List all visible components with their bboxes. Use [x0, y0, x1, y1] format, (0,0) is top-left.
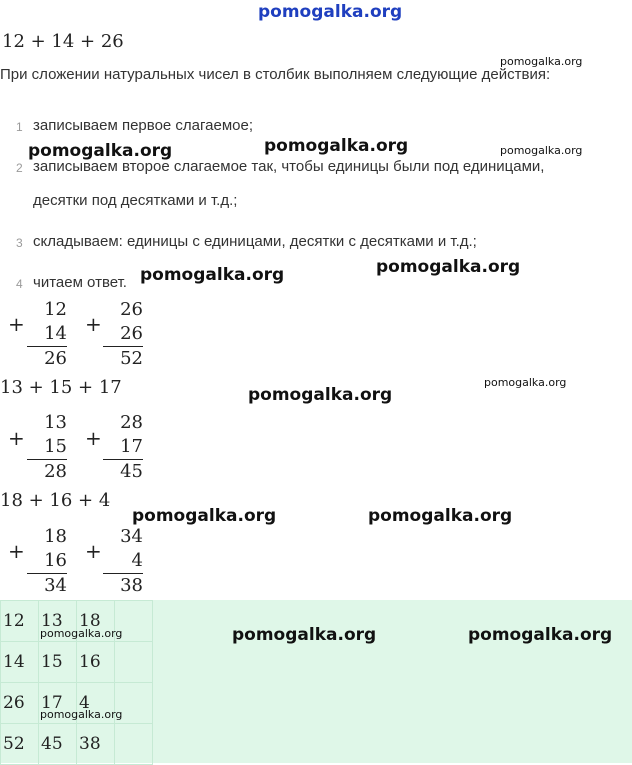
watermark: pomogalka.org [232, 625, 377, 645]
addend: 34 [120, 526, 143, 547]
watermark: pomogalka.org [248, 385, 393, 405]
addend: 16 [44, 550, 67, 571]
grid-cell: 45 [39, 724, 77, 765]
column-sum-1b [103, 298, 143, 371]
addend: 12 [44, 299, 67, 320]
sum-result: 38 [103, 573, 143, 598]
addend: 28 [120, 412, 143, 433]
step-3-number: 3 [16, 236, 23, 250]
step-2-text: записываем второе слагаемое так, чтобы единицы были под единицами, [33, 158, 545, 175]
plus-sign: + [8, 312, 25, 336]
sum-result: 26 [27, 346, 67, 371]
plus-sign: + [85, 539, 102, 563]
watermark: pomogalka.org [40, 627, 123, 640]
column-sum-3a [27, 525, 67, 598]
watermark: pomogalka.org [484, 376, 567, 389]
watermark: pomogalka.org [376, 257, 521, 277]
grid-cell: 12 [1, 601, 39, 642]
plus-sign: + [8, 539, 25, 563]
grid-cell: 14 [1, 642, 39, 683]
addend: 26 [120, 299, 143, 320]
grid-cell: 15 [39, 642, 77, 683]
expression-3: 18 + 16 + 4 [0, 490, 111, 511]
sum-result: 34 [27, 573, 67, 598]
grid-cell [115, 642, 153, 683]
sum-result: 52 [103, 346, 143, 371]
watermark: pomogalka.org [264, 136, 409, 156]
plus-sign: + [85, 312, 102, 336]
step-2-number: 2 [16, 161, 23, 175]
watermark: pomogalka.org [28, 141, 173, 161]
site-watermark-top: pomogalka.org [258, 2, 403, 22]
expression-2: 13 + 15 + 17 [0, 377, 122, 398]
step-3-text: складываем: единицы с единицами, десятки с десятками и т.д.; [33, 233, 477, 250]
step-1-number: 1 [16, 120, 23, 134]
addend: 13 [44, 412, 67, 433]
grid-cell: 18 [77, 601, 115, 642]
column-sum-2a [27, 411, 67, 484]
addend: 14 [44, 323, 67, 344]
grid-cell: 16 [77, 642, 115, 683]
grid-cell: 17 [39, 683, 77, 724]
step-1-text: записываем первое слагаемое; [33, 117, 254, 134]
addend: 17 [120, 436, 143, 457]
watermark: pomogalka.org [368, 506, 513, 526]
column-sum-1a [27, 298, 67, 371]
watermark: pomogalka.org [500, 144, 583, 157]
addend: 26 [120, 323, 143, 344]
plus-sign: + [8, 426, 25, 450]
expression-1: 12 + 14 + 26 [2, 31, 124, 52]
watermark: pomogalka.org [468, 625, 613, 645]
watermark: pomogalka.org [40, 708, 123, 721]
grid-cell: 52 [1, 724, 39, 765]
addend: 15 [44, 436, 67, 457]
sum-result: 45 [103, 459, 143, 484]
grid-cell: 13 [39, 601, 77, 642]
step-4-number: 4 [16, 277, 23, 291]
number-grid [0, 600, 153, 765]
grid-cell: 38 [77, 724, 115, 765]
column-sum-3b [103, 525, 143, 598]
watermark: pomogalka.org [140, 265, 285, 285]
sum-result: 28 [27, 459, 67, 484]
intro-text: При сложении натуральных чисел в столбик выполняем следующие действия: [0, 66, 551, 83]
step-4-text: читаем ответ. [33, 274, 127, 291]
addend: 18 [44, 526, 67, 547]
plus-sign: + [85, 426, 102, 450]
step-2-text-cont: десятки под десятками и т.д.; [33, 192, 238, 209]
addend: 4 [131, 550, 143, 571]
grid-cell: 4 [77, 683, 115, 724]
grid-cell: 26 [1, 683, 39, 724]
grid-cell [115, 724, 153, 765]
watermark: pomogalka.org [500, 55, 583, 68]
column-sum-2b [103, 411, 143, 484]
watermark: pomogalka.org [132, 506, 277, 526]
